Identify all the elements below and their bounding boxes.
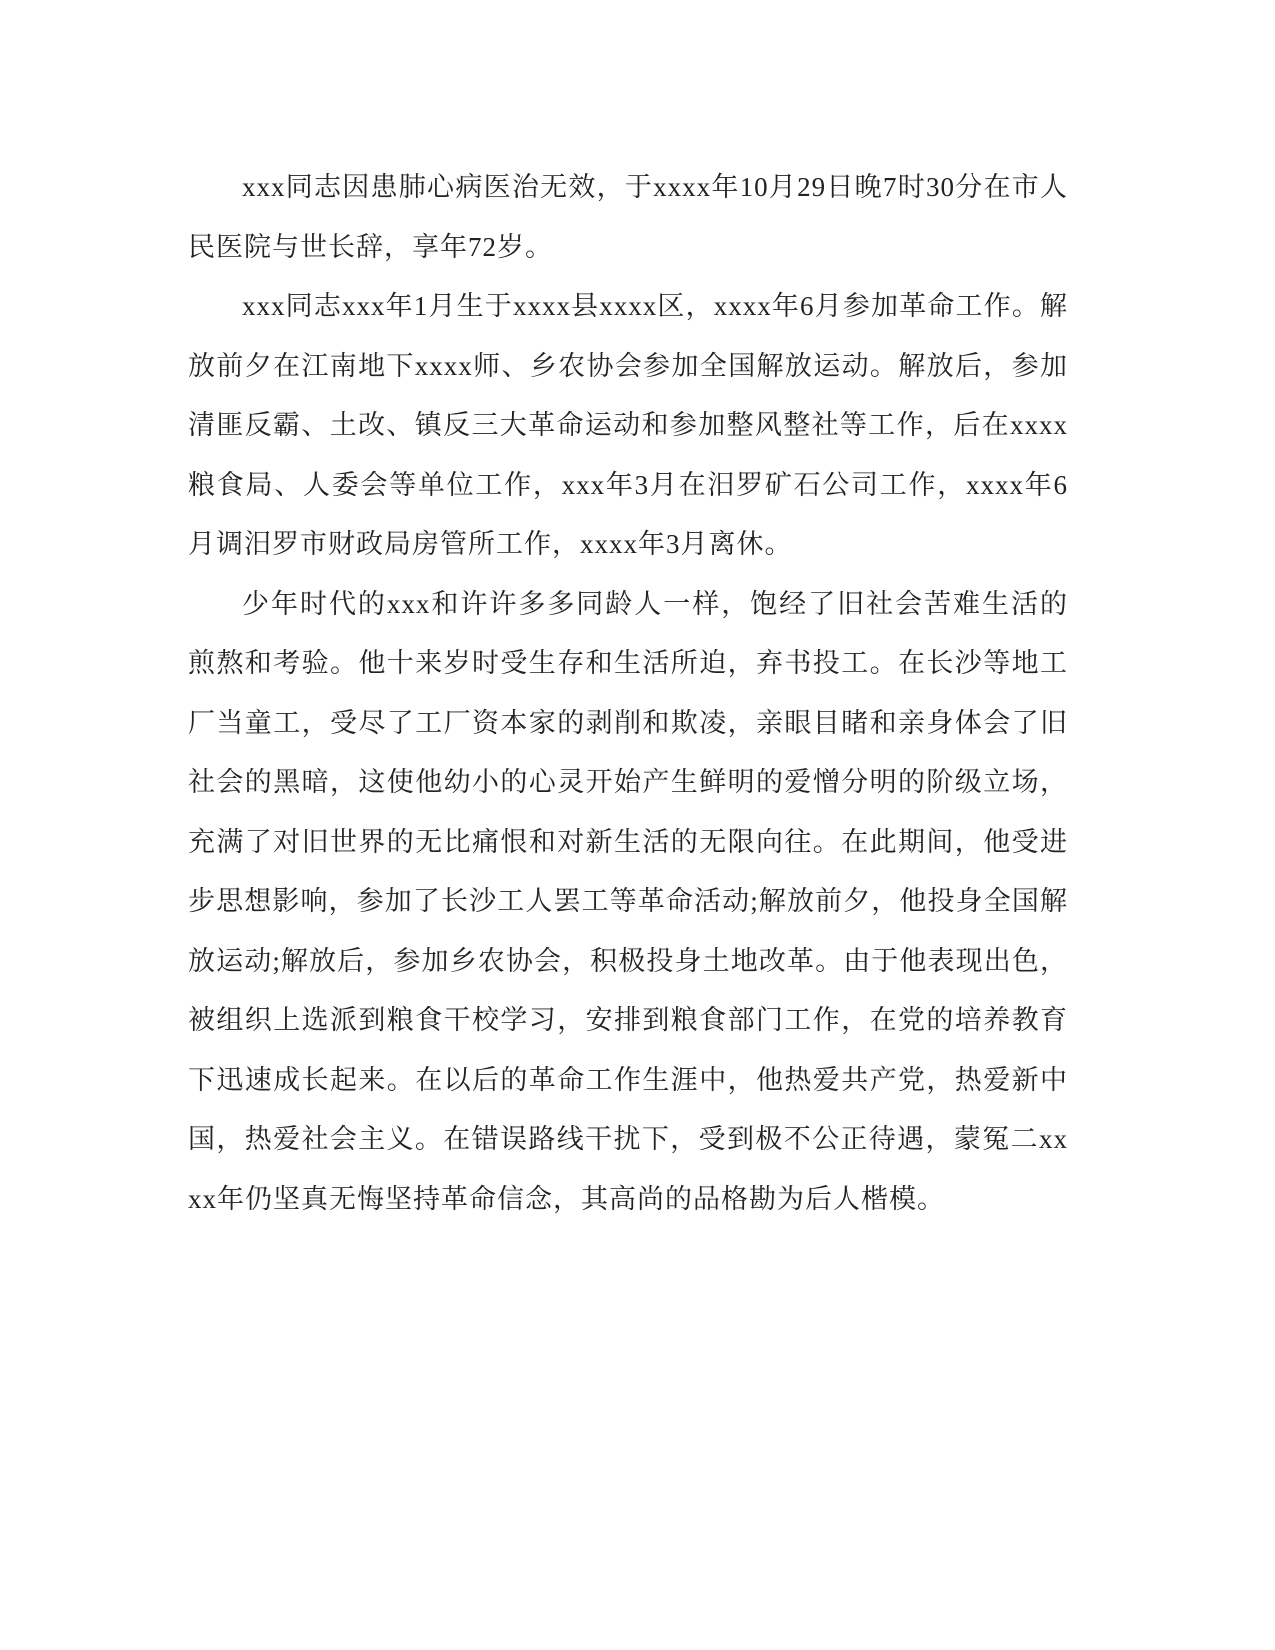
document-body — [188, 158, 1068, 1229]
paragraph-career-summary: xxx同志xxx年1月生于xxxx县xxxx区，xxxx年6月参加革命工作。解放前夕在江南地下xxxx师、乡农协会参加全国解放运动。解放后，参加清匪反霸、土改、镇反三大革命运动和参加整风整社等工作，后在xxxx粮食局、人委会等单位工作，xxx年3月在汨罗矿石公司工作，xxxx年6月调汨罗市财政局房管所工作，xxxx年3月离休。 — [188, 291, 1068, 559]
paragraph-life-story: 少年时代的xxx和许许多多同龄人一样，饱经了旧社会苦难生活的煎熬和考验。他十来岁时受生存和生活所迫，弃书投工。在长沙等地工厂当童工，受尽了工厂资本家的剥削和欺凌，亲眼目睹和亲身体会了旧社会的黑暗，这使他幼小的心灵开始产生鲜明的爱憎分明的阶级立场，充满了对旧世界的无比痛恨和对新生活的无限向往。在此期间，他受进步思想影响，参加了长沙工人罢工等革命活动;解放前夕，他投身全国解放运动;解放后，参加乡农协会，积极投身土地改革。由于他表现出色，被组织上选派到粮食干校学习，安排到粮食部门工作，在党的培养教育下迅速成长起来。在以后的革命工作生涯中，他热爱共产党，热爱新中国，热爱社会主义。在错误路线干扰下，受到极不公正待遇，蒙冤二xxxx年仍坚真无悔坚持革命信念，其高尚的品格勘为后人楷模。 — [188, 588, 1068, 1214]
paragraph-death-notice: xxx同志因患肺心病医治无效，于xxxx年10月29日晚7时30分在市人民医院与世长辞，享年72岁。 — [188, 172, 1068, 262]
